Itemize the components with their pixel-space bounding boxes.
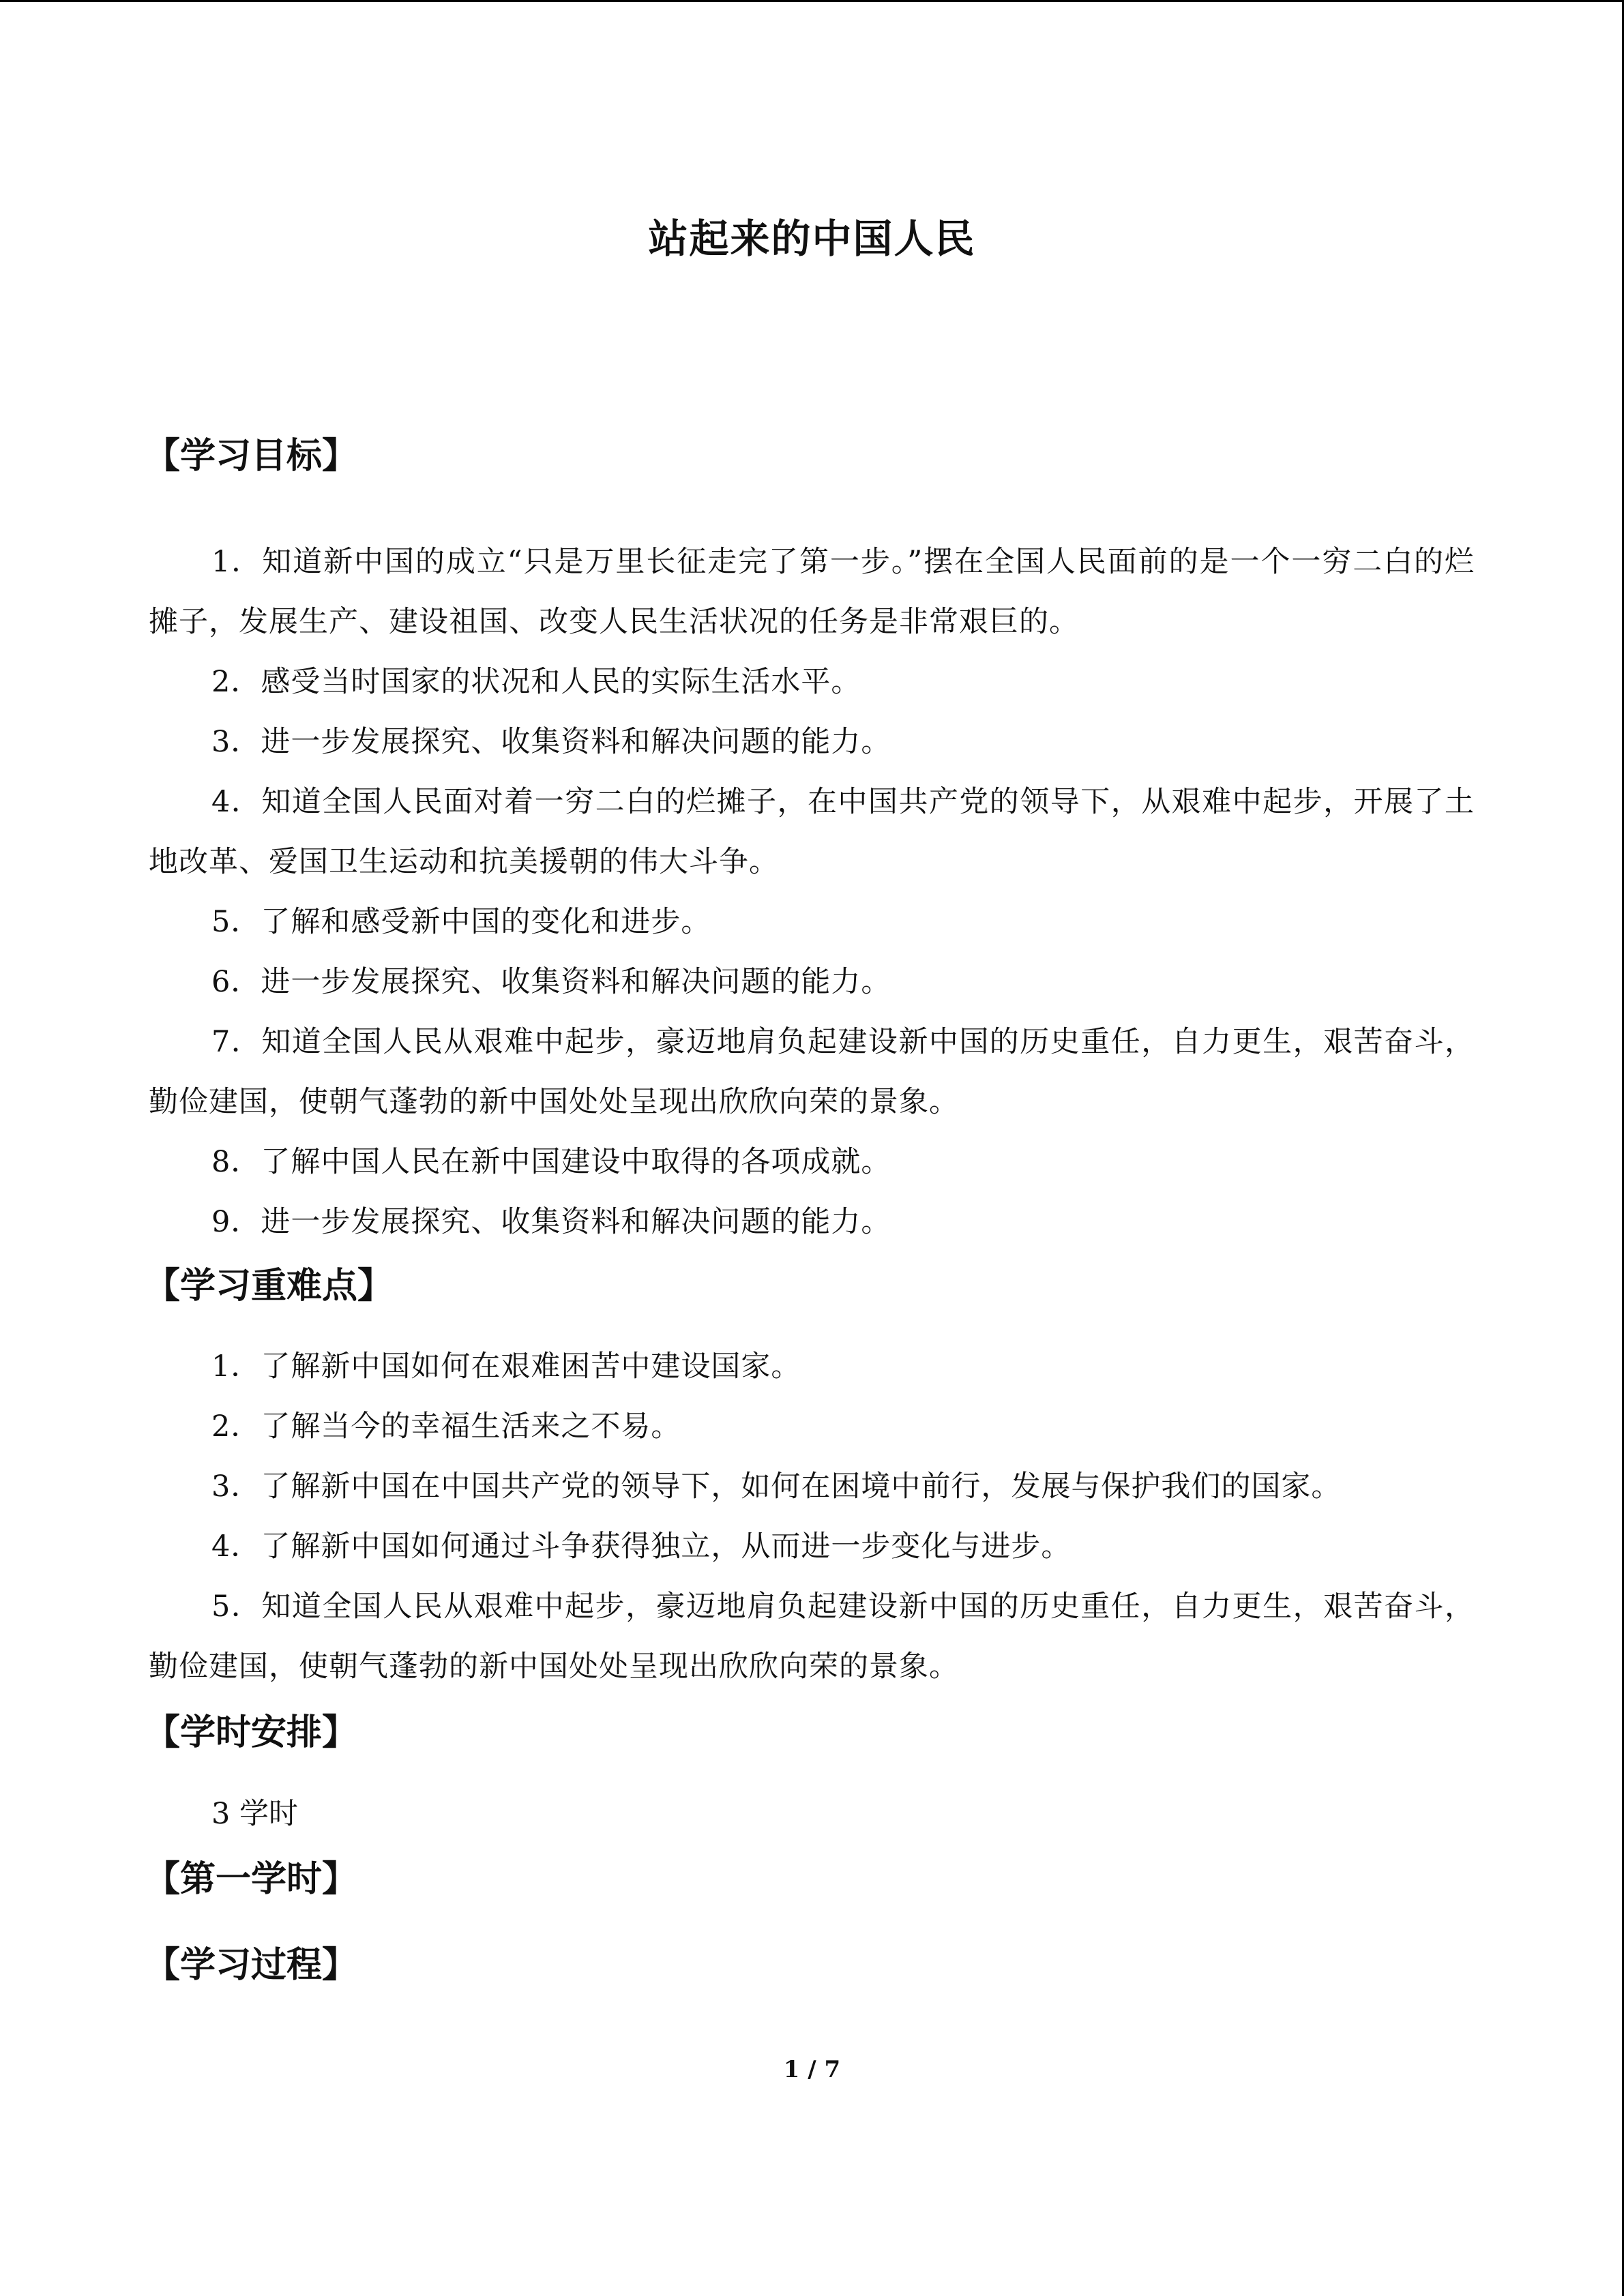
document-title: 站起来的中国人民 — [648, 215, 976, 262]
goal-item-9: 9．进一步发展探究、收集资料和解决问题的能力。 — [211, 1205, 891, 1239]
page-number: 1 / 7 — [783, 2056, 841, 2083]
goal-item-4: 4．知道全国人民面对着一穷二白的烂摊子，在中国共产党的领导下，从艰难中起步，开展了土地改革、爱国卫生运动和抗美援朝的伟大斗争。 — [149, 785, 1475, 879]
heading-learning-process: 【学习过程】 — [145, 1945, 358, 1986]
key-point-item-1: 1．了解新中国如何在艰难困苦中建设国家。 — [211, 1350, 801, 1384]
goal-item-7: 7．知道全国人民从艰难中起步，豪迈地肩负起建设新中国的历史重任，自力更生，艰苦奋斗，勤俭建国，使朝气蓬勃的新中国处处呈现出欣欣向荣的景象。 — [149, 1025, 1475, 1119]
goal-item-1: 1．知道新中国的成立“只是万里长征走完了第一步。”摆在全国人民面前的是一个一穷二白的烂摊子，发展生产、建设祖国、改变人民生活状况的任务是非常艰巨的。 — [149, 545, 1475, 639]
page-border-top — [0, 0, 1624, 2]
goal-item-8: 8．了解中国人民在新中国建设中取得的各项成就。 — [211, 1145, 891, 1179]
key-point-item-2: 2．了解当今的幸福生活来之不易。 — [211, 1410, 681, 1444]
goal-item-2: 2．感受当时国家的状况和人民的实际生活水平。 — [211, 665, 861, 699]
heading-key-points: 【学习重难点】 — [145, 1266, 394, 1307]
heading-first-period: 【第一学时】 — [145, 1859, 358, 1900]
key-point-item-4: 4．了解新中国如何通过斗争获得独立，从而进一步变化与进步。 — [211, 1530, 1072, 1564]
key-point-item-5: 5．知道全国人民从艰难中起步，豪迈地肩负起建设新中国的历史重任，自力更生，艰苦奋斗，勤俭建国，使朝气蓬勃的新中国处处呈现出欣欣向荣的景象。 — [149, 1590, 1475, 1684]
heading-schedule: 【学时安排】 — [145, 1712, 358, 1753]
goal-item-5: 5．了解和感受新中国的变化和进步。 — [211, 905, 711, 939]
key-point-item-3: 3．了解新中国在中国共产党的领导下，如何在困境中前行，发展与保护我们的国家。 — [211, 1470, 1342, 1504]
goal-item-6: 6．进一步发展探究、收集资料和解决问题的能力。 — [211, 965, 891, 999]
schedule-text: 3 学时 — [211, 1797, 299, 1831]
goal-item-3: 3．进一步发展探究、收集资料和解决问题的能力。 — [211, 725, 891, 759]
heading-learning-goals: 【学习目标】 — [145, 436, 358, 477]
